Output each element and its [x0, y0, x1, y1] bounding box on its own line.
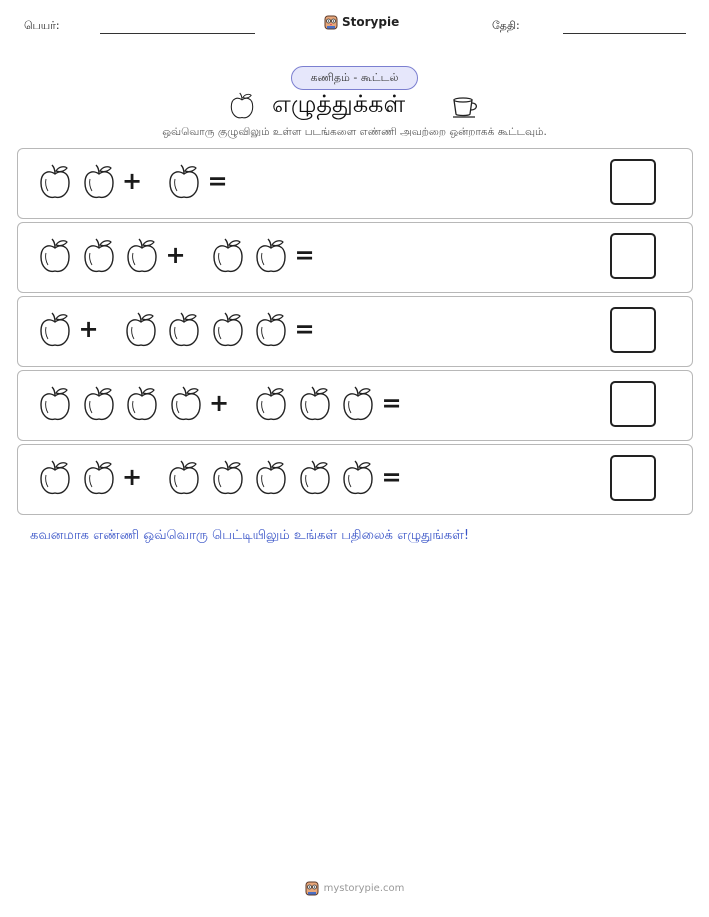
answer-box[interactable]	[610, 307, 656, 353]
apple-icon	[125, 237, 159, 275]
owl-icon	[305, 880, 319, 896]
apple-icon	[167, 163, 201, 201]
name-label: பெயர்:	[24, 19, 60, 32]
problem-row	[17, 444, 693, 515]
apple-icon	[229, 91, 255, 121]
topic-badge: கணிதம் - கூட்டல்	[291, 66, 418, 90]
problem-row	[17, 296, 693, 367]
brand-name: Storypie	[342, 15, 400, 29]
equals-sign: =	[381, 463, 402, 491]
problem-items	[18, 223, 692, 292]
owl-icon	[324, 14, 338, 30]
apple-icon	[82, 237, 116, 275]
date-line	[563, 33, 686, 34]
problem-row	[17, 222, 693, 293]
problem-items	[18, 297, 692, 366]
apple-icon	[38, 163, 72, 201]
equals-sign: =	[207, 167, 228, 195]
name-line	[100, 33, 255, 34]
apple-icon	[211, 311, 245, 349]
answer-box[interactable]	[610, 381, 656, 427]
apple-icon	[254, 385, 288, 423]
apple-icon	[38, 459, 72, 497]
plus-sign: +	[122, 167, 143, 195]
date-label: தேதி:	[492, 19, 520, 32]
apple-icon	[254, 237, 288, 275]
answer-box[interactable]	[610, 233, 656, 279]
apple-icon	[254, 311, 288, 349]
plus-sign: +	[165, 241, 186, 269]
equals-sign: =	[381, 389, 402, 417]
apple-icon	[211, 237, 245, 275]
instruction-text: ஒவ்வொரு குழுவிலும் உள்ள படங்களை எண்ணி அவற்றை ஒன்றாகக் கூட்டவும்.	[162, 126, 547, 138]
apple-icon	[298, 385, 332, 423]
footer-note: கவனமாக எண்ணி ஒவ்வொரு பெட்டியிலும் உங்கள் பதிலைக் எழுதுங்கள்!	[30, 528, 470, 543]
apple-icon	[38, 311, 72, 349]
title-row	[0, 88, 709, 124]
apple-icon	[211, 459, 245, 497]
apple-icon	[254, 459, 288, 497]
problem-items	[18, 371, 692, 440]
answer-box[interactable]	[610, 455, 656, 501]
apple-icon	[125, 385, 159, 423]
plus-sign: +	[209, 389, 230, 417]
site-footer	[0, 880, 709, 896]
problem-items	[18, 445, 692, 514]
equals-sign: =	[294, 315, 315, 343]
apple-icon	[82, 163, 116, 201]
apple-icon	[298, 459, 332, 497]
apple-icon	[82, 459, 116, 497]
problem-row	[17, 148, 693, 219]
apple-icon	[124, 311, 158, 349]
apple-icon	[167, 459, 201, 497]
page-header	[0, 14, 709, 38]
apple-icon	[341, 385, 375, 423]
apple-icon	[82, 385, 116, 423]
answer-box[interactable]	[610, 159, 656, 205]
problem-row	[17, 370, 693, 441]
apple-icon	[38, 385, 72, 423]
apple-icon	[38, 237, 72, 275]
apple-icon	[167, 311, 201, 349]
equals-sign: =	[294, 241, 315, 269]
problem-items	[18, 149, 692, 218]
page-title: எழுத்துக்கள்	[272, 90, 406, 118]
apple-icon	[341, 459, 375, 497]
brand-logo	[324, 14, 399, 30]
plus-sign: +	[122, 463, 143, 491]
coffee-cup-icon	[451, 94, 481, 120]
site-url: mystorypie.com	[323, 882, 405, 894]
plus-sign: +	[78, 315, 99, 343]
apple-icon	[169, 385, 203, 423]
